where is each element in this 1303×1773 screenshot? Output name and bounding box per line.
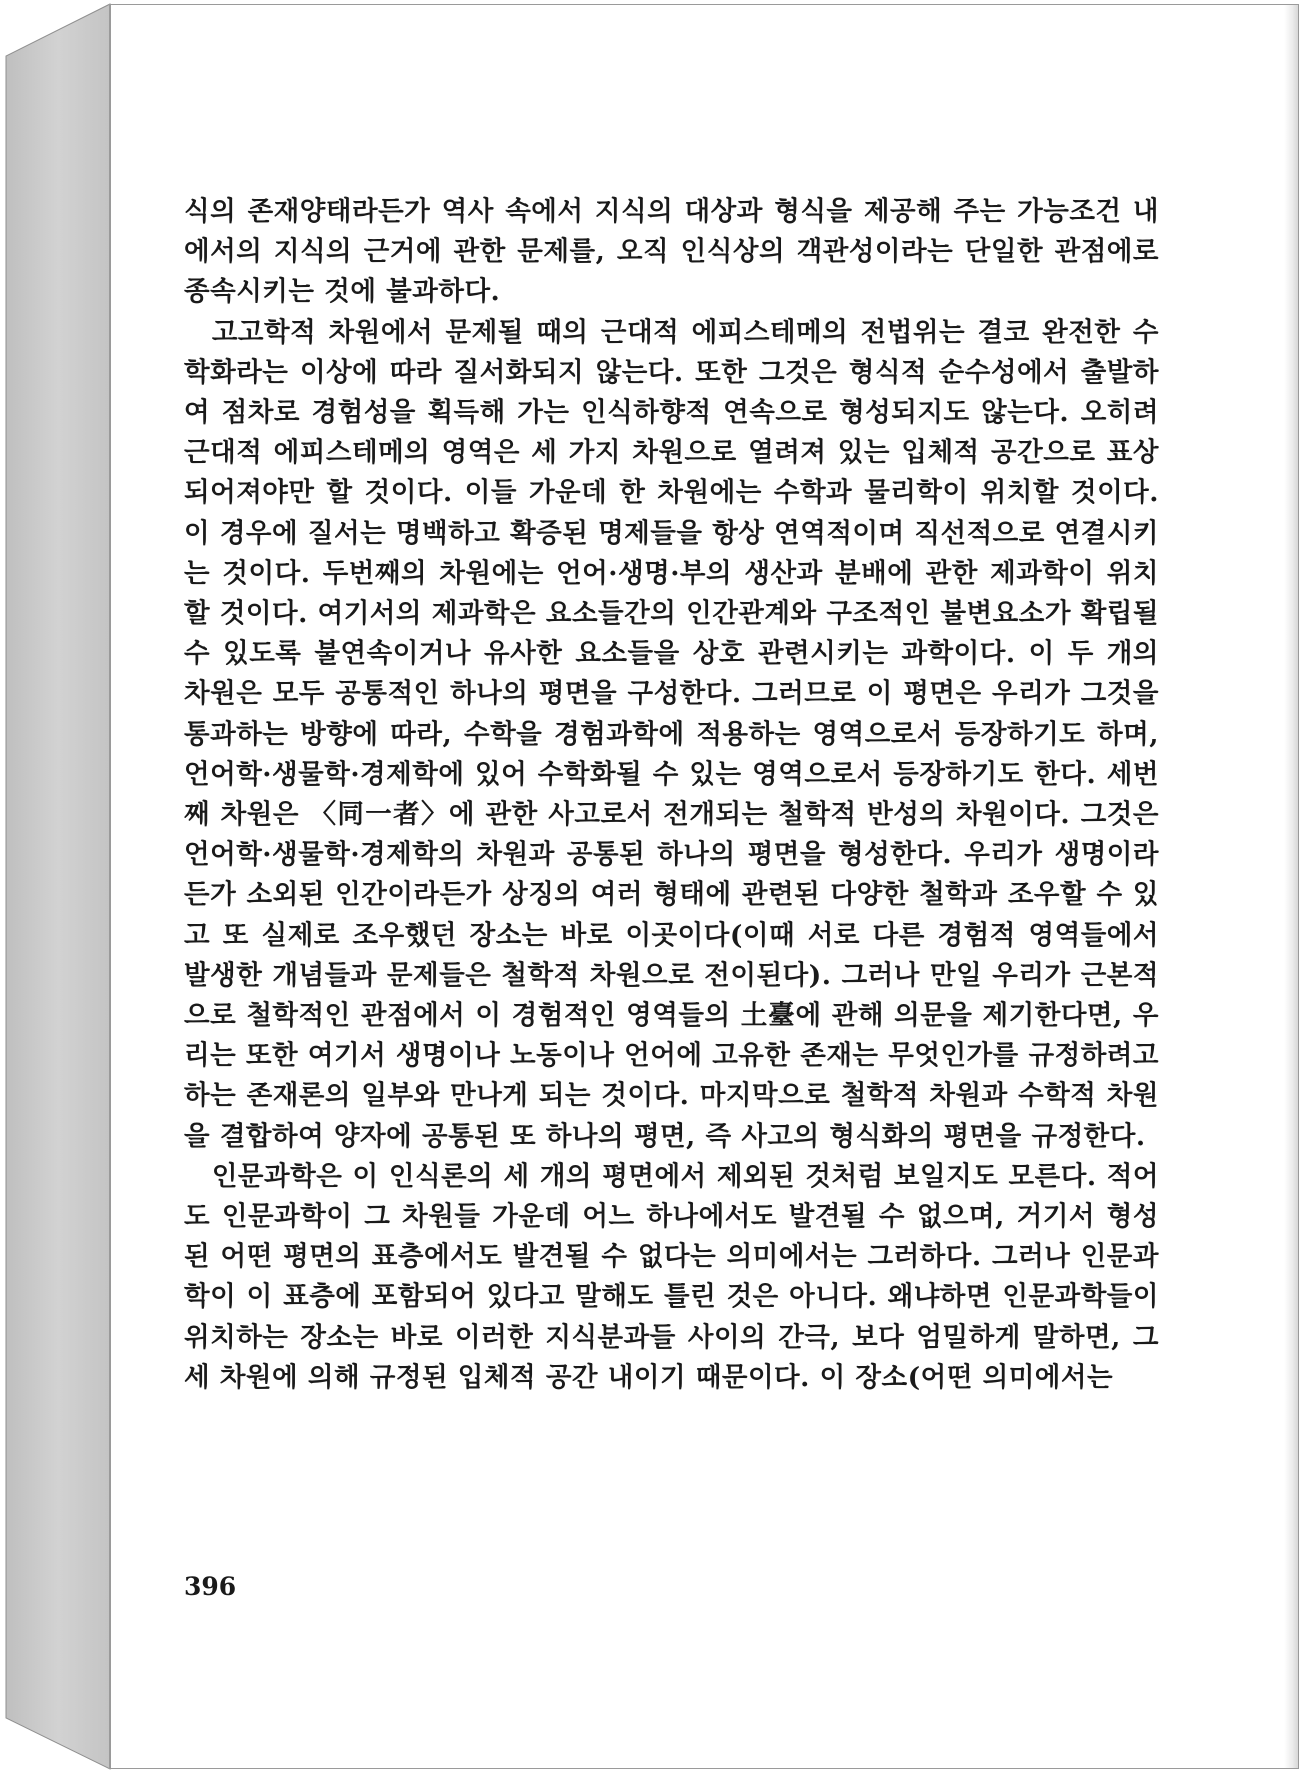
paragraph-2: 고고학적 차원에서 문제될 때의 근대적 에피스테메의 전법위는 결코 완전한 수학화라는 이상에 따라 질서화되지 않는다. 또한 그것은 형식적 순수성에서 출발하여 점차로 경험성을 획득해 가는 인식하향적 연속으로 형성되지도 않는다. 오히려 근대적 에피스테메의 영역은 세 가지 차원으로 열려져 있는 입체적 공간으로 표상되어져야만 할 것이다. 이들 가운데 한 차원에는 수학과 물리학이 위치할 것이다. 이 경우에 질서는 명백하고 확증된 명제들을 항상 연역적이며 직선적으로 연결시키는 것이다. 두번째의 차원에는 언어·생명·부의 생산과 분배에 관한 제과학이 위치할 것이다. 여기서의 제과학은 요소들간의 인간관계와 구조적인 불변요소가 확립될 수 있도록 불연속이거나 유사한 요소들을 상호 관련시키는 과학이다. 이 두 개의 차원은 모두 공통적인 하나의 평면을 구성한다. 그러므로 이 평면은 우리가 그것을 통과하는 방향에 따라, 수학을 경험과학에 적용하는 영역으로서 등장하기도 하며, 언어학·생물학·경제학에 있어 수학화될 수 있는 영역으로서 등장하기도 한다. 세번째 차원은 〈同一者〉에 관한 사고로서 전개되는 철학적 반성의 차원이다. 그것은 언어학·생물학·경제학의 차원과 공통된 하나의 평면을 형성한다. 우리가 생명이라든가 소외된 인간이라든가 상징의 여러 형태에 관련된 다양한 철학과 조우할 수 있고 또 실제로 조우했던 장소는 바로 이곳이다(이때 서로 다른 경험적 영역들에서 발생한 개념들과 문제들은 철학적 차원으로 전이된다). 그러나 만일 우리가 근본적으로 철학적인 관점에서 이 경험적인 영역들의 土臺에 관해 의문을 제기한다면, 우리는 또한 여기서 생명이나 노동이나 언어에 고유한 존재는 무엇인가를 규정하려고 하는 존재론의 일부와 만나게 되는 것이다. 마지막으로 철학적 차원과 수학적 차원을 결합하여 양자에 공통된 또 하나의 평면, 즉 사고의 형식화의 평면을 규정한다. [184, 316, 1159, 1152]
page-number: 396 [184, 1572, 237, 1601]
page-body-text [184, 192, 1159, 1398]
paragraph-3: 인문과학은 이 인식론의 세 개의 평면에서 제외된 것처럼 보일지도 모른다. 적어도 인문과학이 그 차원들 가운데 어느 하나에서도 발견될 수 없으며, 거기서 형성된 어떤 평면의 표층에서도 발견될 수 없다는 의미에서는 그러하다. 그러나 인문과학이 이 표층에 포함되어 있다고 말해도 틀린 것은 아니다. 왜냐하면 인문과학들이 위치하는 장소는 바로 이러한 지식분과들 사이의 간극, 보다 엄밀하게 말하면, 그 세 차원에 의해 규정된 입체적 공간 내이기 때문이다. 이 장소(어떤 의미에서는 [184, 1160, 1159, 1393]
paragraph-1: 식의 존재양태라든가 역사 속에서 지식의 대상과 형식을 제공해 주는 가능조건 내에서의 지식의 근거에 관한 문제를, 오직 인식상의 객관성이라는 단일한 관점에로 종속시키는 것에 불과하다. [184, 196, 1159, 308]
page-edge-shadow [1284, 5, 1298, 1768]
